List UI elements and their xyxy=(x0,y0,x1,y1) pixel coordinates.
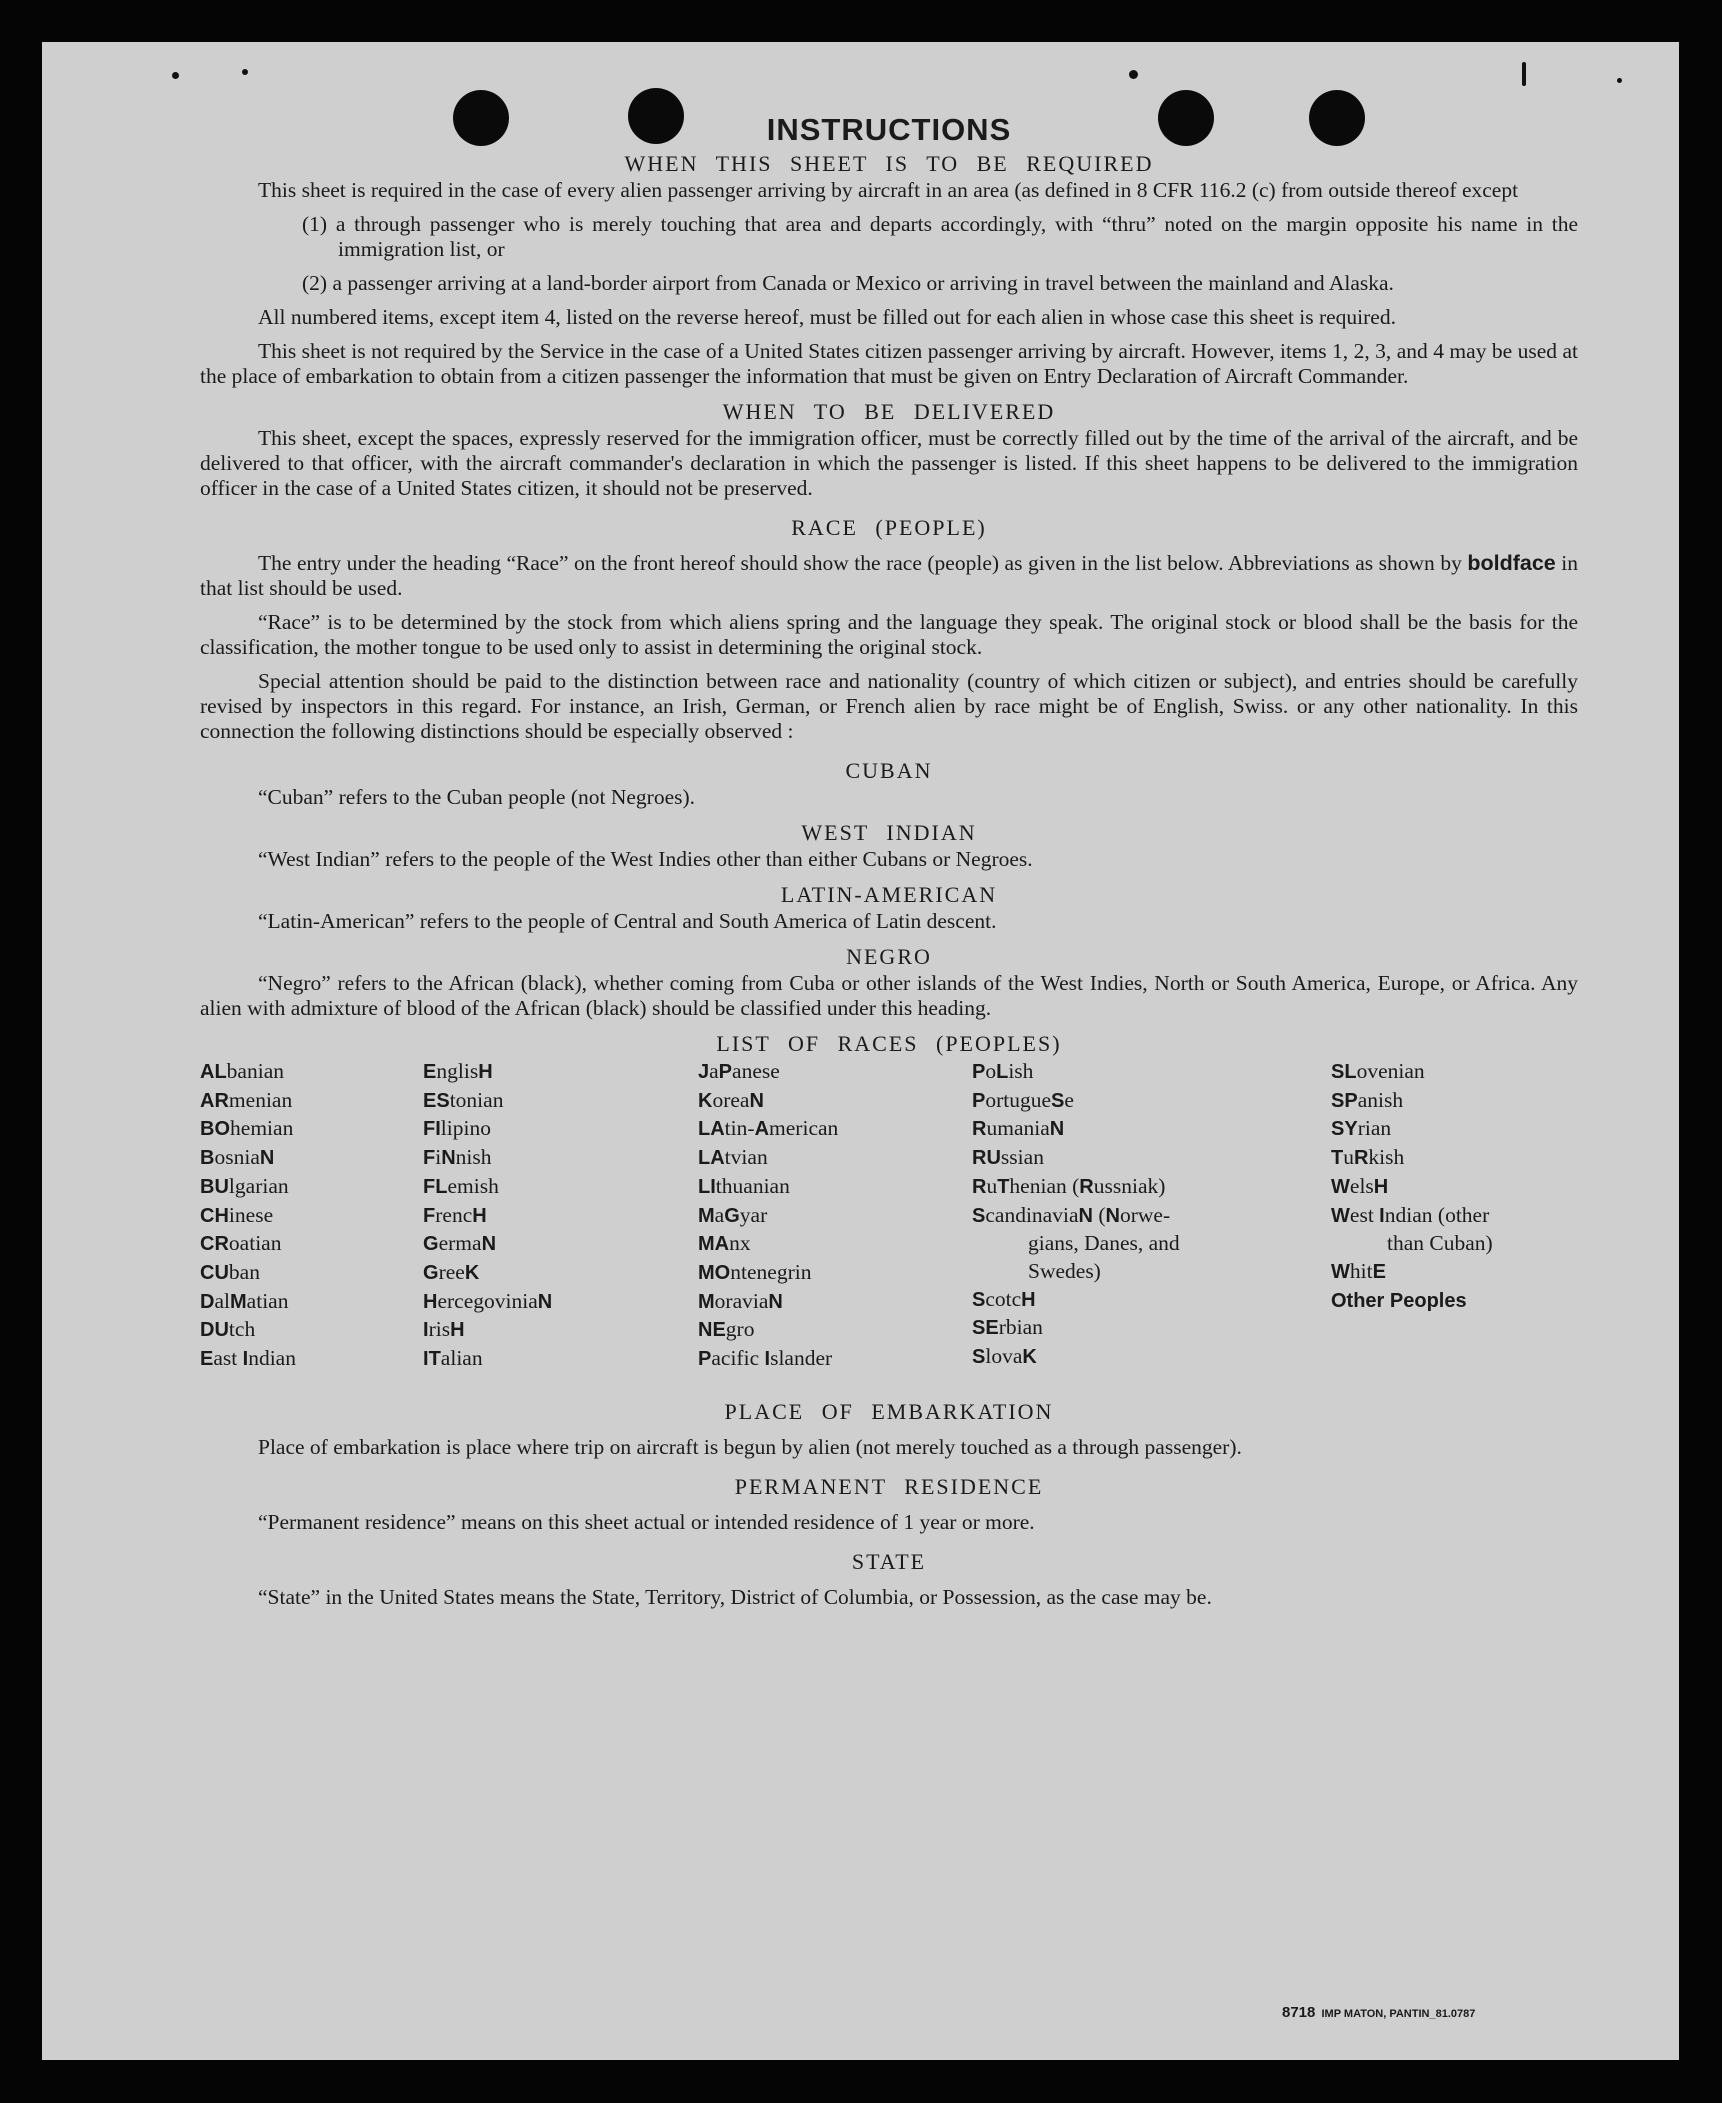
race-entry: FrencH xyxy=(423,1202,487,1227)
boldface-word: boldface xyxy=(1467,551,1556,575)
race-column-2 xyxy=(423,1058,552,1374)
race-entry: gians, Danes, and xyxy=(1028,1231,1180,1256)
race-entry: FiNnish xyxy=(423,1145,492,1170)
race-entry: FIlipino xyxy=(423,1116,491,1141)
scan-speck xyxy=(1617,78,1622,83)
paragraph-embarkation: Place of embarkation is place where trip on aircraft is begun by alien (not merely touched as a through passenger). xyxy=(258,1435,1242,1459)
section-heading-negro: NEGRO xyxy=(846,944,932,969)
race-column-3 xyxy=(698,1058,838,1374)
race-entry: ITalian xyxy=(423,1346,483,1371)
race-entry: WelsH xyxy=(1331,1173,1389,1198)
instructions-content xyxy=(200,110,1578,1610)
race-entry: ScotcH xyxy=(972,1286,1036,1311)
form-number: 8718 xyxy=(1282,2004,1316,2021)
race-entry: MOntenegrin xyxy=(698,1259,812,1284)
race-entry: East Indian xyxy=(200,1346,296,1371)
scan-speck xyxy=(172,72,179,79)
race-entry: LIthuanian xyxy=(698,1173,790,1198)
race-entry: KoreaN xyxy=(698,1087,764,1112)
paragraph-cuban: “Cuban” refers to the Cuban people (not Negroes). xyxy=(258,785,696,809)
imprint-text: IMP MATON, PANTIN_81.0787 xyxy=(1321,2008,1476,2020)
race-column-1 xyxy=(200,1058,296,1374)
scan-speck xyxy=(242,69,248,75)
race-entry: ALbanian xyxy=(200,1059,284,1083)
race-p1-end: in that list should be used. xyxy=(200,551,1578,600)
scan-speck xyxy=(1522,62,1526,86)
section-heading-west-indian: WEST INDIAN xyxy=(801,820,977,845)
paragraph-race-2: “Race” is to be determined by the stock from which aliens spring and the language they speak. The original stock or blood shall be the basis for the classification, the mother tongue to be used only to assist in determining the original stock. xyxy=(200,610,1578,659)
race-entry: EStonian xyxy=(423,1087,504,1112)
race-entry: SYrian xyxy=(1331,1116,1392,1141)
section-heading-embarkation: PLACE OF EMBARKATION xyxy=(724,1399,1054,1424)
race-entry: than Cuban) xyxy=(1387,1231,1493,1256)
race-entry: NEgro xyxy=(698,1317,755,1342)
race-entry: CRoatian xyxy=(200,1231,282,1256)
race-column-5 xyxy=(1331,1058,1493,1315)
printer-imprint xyxy=(1282,2004,1475,2021)
paragraph-delivered: This sheet, except the spaces, expressly reserved for the immigration officer, must be correctly filled out by the time of the arrival of the aircraft, and be delivered to that officer, with the aircraft commander's declaration in which the passenger is listed. If this sheet happens to be delivered to the immigration officer in the case of a United States citizen, it should not be preserved. xyxy=(200,426,1578,500)
section-heading-cuban: CUBAN xyxy=(845,758,933,783)
race-entry: CHinese xyxy=(200,1202,274,1227)
race-p1-start: The entry under the heading “Race” on the front hereof should show the race (people) as given in the list below. Abbreviations as shown by xyxy=(258,551,1468,575)
race-entry: MaGyar xyxy=(698,1202,768,1227)
race-column-4 xyxy=(972,1058,1180,1372)
paragraph-race-3: Special attention should be paid to the distinction between race and nationality (country of which citizen or subject), and entries should be carefully revised by inspectors in this regard. For instance, an Irish, German, or French alien by race might be of English, Swiss. or any other nationality. In this connection the following distinctions should be especially observed : xyxy=(200,669,1578,743)
list-item-exception-2: (2) a passenger arriving at a land-border airport from Canada or Mexico or arriving in travel between the mainland and Alaska. xyxy=(302,271,1394,295)
race-entry: TuRkish xyxy=(1331,1145,1405,1170)
section-heading-race-list: LIST OF RACES (PEOPLES) xyxy=(716,1031,1062,1056)
race-entry: SPanish xyxy=(1331,1087,1404,1112)
race-entry: JaPanese xyxy=(698,1059,780,1083)
race-entry: FLemish xyxy=(423,1173,499,1198)
race-entry: ARmenian xyxy=(200,1087,293,1112)
race-entry: GermaN xyxy=(423,1231,497,1256)
race-entry: LAtin-American xyxy=(698,1116,839,1141)
race-entry: RUssian xyxy=(972,1145,1044,1170)
paragraph-required-intro: This sheet is required in the case of every alien passenger arriving by aircraft in an area (as defined in 8 CFR 116.2 (c) from outside thereof except xyxy=(258,178,1519,202)
race-entry: CUban xyxy=(200,1259,260,1284)
paragraph-race-1 xyxy=(200,551,1578,601)
paragraph-state: “State” in the United States means the State, Territory, District of Columbia, or Possession, as the case may be. xyxy=(258,1585,1212,1609)
section-heading-residence: PERMANENT RESIDENCE xyxy=(734,1474,1044,1499)
race-entry: DUtch xyxy=(200,1317,256,1342)
race-entry: HercegoviniaN xyxy=(423,1288,553,1313)
paragraph-residence: “Permanent residence” means on this sheet actual or intended residence of 1 year or more. xyxy=(258,1510,1035,1534)
race-entry: SErbian xyxy=(972,1315,1043,1340)
race-entry: RuThenian (Russniak) xyxy=(972,1173,1166,1198)
paragraph-latin-american: “Latin-American” refers to the people of Central and South America of Latin descent. xyxy=(258,909,997,933)
paragraph-citizen: This sheet is not required by the Service in the case of a United States citizen passenger arriving by aircraft. However, items 1, 2, 3, and 4 may be used at the place of embarkation to obtain from a citizen passenger the information that must be given on Entry Declaration of Aircraft Commander. xyxy=(200,339,1578,388)
race-entry: SlovaK xyxy=(972,1344,1037,1369)
race-entry: MoraviaN xyxy=(698,1288,783,1313)
paragraph-negro: “Negro” refers to the African (black), whether coming from Cuba or other islands of the West Indies, North or South America, Europe, or Africa. Any alien with admixture of blood of the African (black) should be classified under this heading. xyxy=(200,971,1578,1020)
race-entry: SLovenian xyxy=(1331,1059,1425,1083)
scan-speck xyxy=(1129,70,1138,79)
race-entry: Pacific Islander xyxy=(698,1346,833,1371)
section-heading-state: STATE xyxy=(851,1549,927,1574)
race-entry: WhitE xyxy=(1331,1258,1386,1283)
section-heading-required: WHEN THIS SHEET IS TO BE REQUIRED xyxy=(624,151,1154,176)
page-title: INSTRUCTIONS xyxy=(766,112,1012,147)
race-entry: PortugueSe xyxy=(972,1087,1074,1112)
race-entry: West Indian (other xyxy=(1331,1202,1490,1227)
race-entry: RumaniaN xyxy=(972,1116,1065,1141)
race-entry: GreeK xyxy=(423,1259,480,1284)
race-entry: ScandinaviaN (Norwe- xyxy=(972,1202,1171,1227)
paragraph-numbered-items: All numbered items, except item 4, listed on the reverse hereof, must be filled out for each alien in whose case this sheet is required. xyxy=(258,305,1396,329)
race-entry: PoLish xyxy=(972,1059,1034,1083)
race-entry: BUlgarian xyxy=(200,1173,289,1198)
race-entry: BosniaN xyxy=(200,1145,275,1170)
document-sheet xyxy=(42,42,1679,2060)
race-entry: EnglisH xyxy=(423,1059,493,1083)
race-entry: DalMatian xyxy=(200,1288,289,1313)
race-list xyxy=(200,1058,1578,1398)
paragraph-west-indian: “West Indian” refers to the people of the West Indies other than either Cubans or Negroes. xyxy=(258,847,1033,871)
race-entry: LAtvian xyxy=(698,1145,768,1170)
race-entry: BOhemian xyxy=(200,1116,294,1141)
section-heading-delivered: WHEN TO BE DELIVERED xyxy=(722,399,1056,424)
section-heading-latin-american: LATIN-AMERICAN xyxy=(780,882,998,907)
section-heading-race: RACE (PEOPLE) xyxy=(791,515,987,540)
race-entry: IrisH xyxy=(423,1317,465,1342)
race-entry: MAnx xyxy=(698,1231,751,1256)
list-item-exception-1: (1) a through passenger who is merely touching that area and departs accordingly, with “thru” noted on the margin opposite his name in the immigration list, or xyxy=(302,212,1578,261)
race-entry: Other Peoples xyxy=(1331,1289,1467,1312)
race-entry: Swedes) xyxy=(1028,1258,1101,1283)
